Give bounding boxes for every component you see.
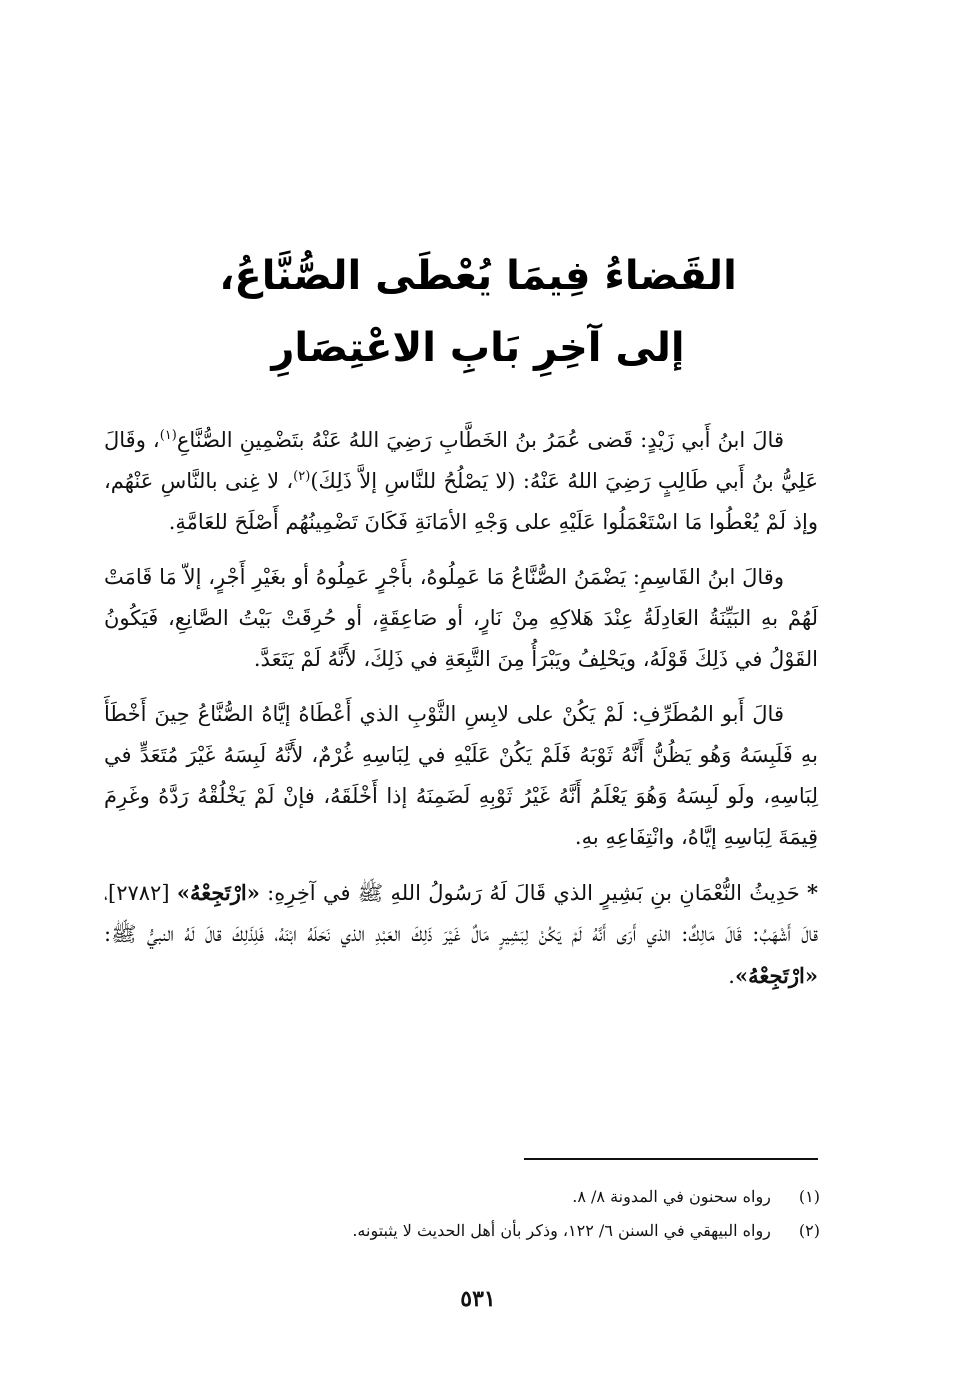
footnotes	[104, 1180, 820, 1248]
hadith-quote: «ارْتَجِعْهُ»	[176, 880, 260, 905]
chapter-title-line-1: القَضاءُ فِيمَا يُعْطَى الصُّنَّاعُ،	[219, 253, 737, 299]
paragraph-text: قالَ ابنُ أَبي زَيْدٍ: قَضى عُمَرُ بنُ الخَطَّابِ رَضِيَ اللهُ عَنْهُ بتَضْمِينِ الصُّنَّاعِ	[176, 428, 784, 452]
footnote-divider	[524, 1158, 818, 1160]
footnote-number: (١)	[798, 1187, 820, 1206]
footnote-text: رواه سحنون في المدونة ٨/ ٨.	[572, 1187, 771, 1206]
paragraph-text: حَدِيثُ النُّعْمَانِ بنِ بَشِيرٍ الذي قَالَ لَهُ رَسُولُ اللهِ ﷺ في آخِرِهِ:	[259, 881, 808, 905]
paragraph-text: ، لا غِنى بالنَّاسِ عَنْهُم، وإذ لَمْ يُعْطُوا مَا اسْتَعْمَلُوا عَلَيْهِ على وَجْهِ الأمَانَةِ فَكَانَ تَضْمِينُهُم أَصْلَحَ للعَامَّةِ.	[104, 469, 818, 534]
main-text	[104, 420, 818, 1011]
chapter-title-line-2: إلى آخِرِ بَابِ الاعْتِصَارِ	[271, 325, 685, 371]
star-marker: *	[807, 880, 818, 905]
footnote-ref-2: (٢)	[293, 469, 311, 484]
paragraph-ibn-al-qasim: وقالَ ابنُ القَاسِمِ: يَضْمَنُ الصُّنَّاعُ مَا عَمِلُوهُ، بأَجْرٍ عَمِلُوهُ أو بغَيْرِ أَجْرٍ، إلاّ مَا قَامَتْ لَهُمْ بهِ البَيِّنَةُ العَادِلَةُ عِنْدَ هَلاكِهِ مِنْ نَارٍ، أو صَاعِقَةٍ، أو حُرِقَتْ بَيْتُ الصَّانِعِ، فَيَكُونُ القَوْلُ في ذَلِكَ قَوْلَهُ، ويَحْلِفُ ويَبْرَأُ مِنَ التَّبِعَةِ في ذَلِكَ، لأَنَّهُ لَمْ يَتَعَدَّ.	[104, 565, 818, 671]
page-number: ٥٣١	[460, 1286, 496, 1312]
paragraph-hadith	[104, 872, 818, 997]
chapter-title	[100, 240, 856, 384]
footnote-number: (٢)	[798, 1221, 820, 1240]
footnote-item	[104, 1180, 820, 1214]
paragraph-text: ، وقَالَ عَلِيُّ بنُ أَبي طَالِبٍ رَضِيَ اللهُ عَنْهُ: (لا يَصْلُحُ للنَّاسِ إلاَّ ذَلِكَ)	[104, 428, 818, 493]
paragraph-text: [٢٧٨٢]، قالَ أَشْهَبُ: قَالَ مَالِكٌ: الذي أَرَى أَنَّهُ لَمْ يَكُنْ لِبَشِيرٍ مَالٌ غَيْرَ ذَلِكَ العَبْدِ الذي نَحَلَهُ ابْنَهُ، فَلِذَلِكَ قالَ لَهُ النبيُّ ﷺ:	[104, 881, 818, 946]
paragraph-abu-al-mutarrif: قالَ أَبو المُطَرِّفِ: لَمْ يَكُنْ على لابِسِ الثَّوْبِ الذي أَعْطَاهُ إيَّاهُ الصُّنَّاعُ حِينَ أَخْطَأَ بهِ فَلَبِسَهُ وَهُو يَظُنُّ أَنَّهُ ثَوْبَهُ فَلَمْ يَكُنْ عَلَيْهِ في لِبَاسِهِ غُرْمٌ، لأَنَّهُ لَبِسَهُ غَيْرَ مُتَعَدٍّ في لِبَاسِهِ، ولَو لَبِسَهُ وَهُوَ يَعْلَمُ أَنَّهُ غَيْرُ ثَوْبِهِ لَضَمِنَهُ إذا أَخْلَقَهُ، فإنْ لَمْ يَخْلُقْهُ رَدَّهُ وغَرِمَ قِيمَةَ لِبَاسِهِ إيَّاهُ، وانْتِفَاعِهِ بهِ.	[104, 702, 818, 849]
footnote-ref-1: (١)	[159, 428, 177, 443]
footnote-item	[104, 1214, 820, 1248]
footnote-text: رواه البيهقي في السنن ٦/ ١٢٢، وذكر بأن أهل الحديث لا يثبتونه.	[352, 1221, 771, 1240]
paragraph-text: .	[728, 964, 735, 988]
hadith-quote: «ارْتَجِعْهُ»	[734, 963, 818, 988]
paragraph-ibn-abi-zayd	[104, 420, 818, 543]
